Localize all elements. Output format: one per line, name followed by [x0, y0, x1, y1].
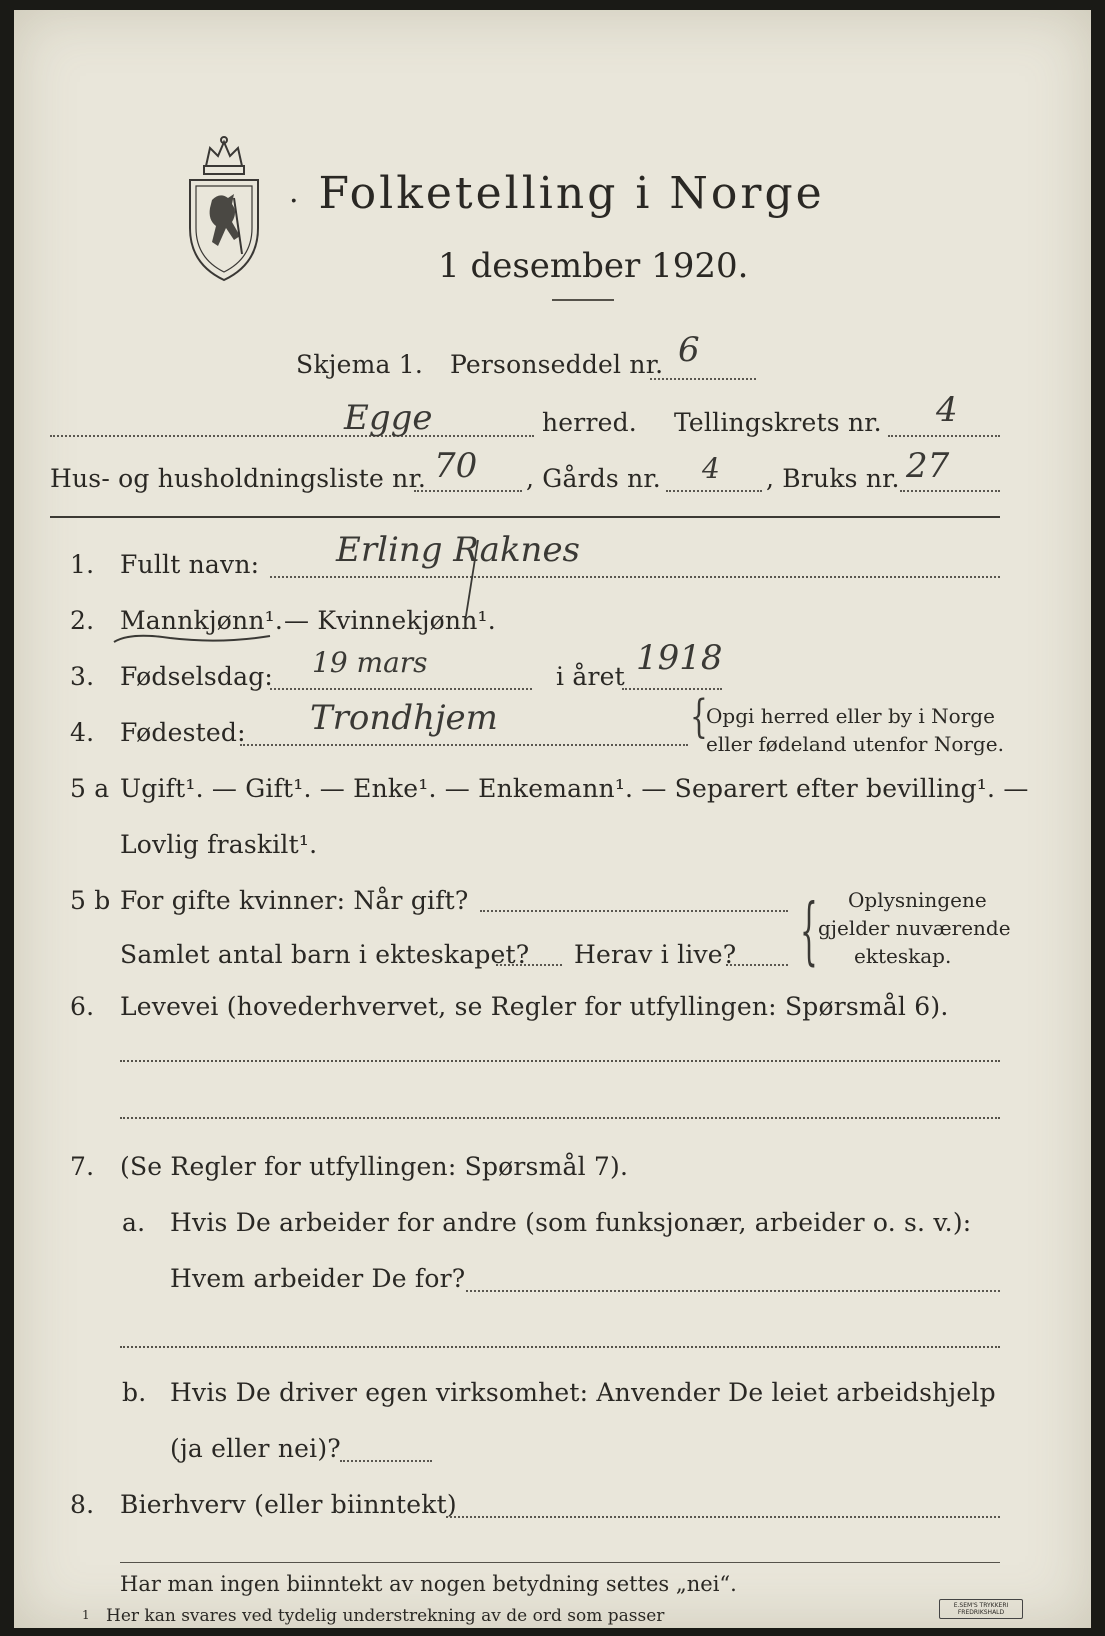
- q5b-alive-label: Herav i live?: [574, 940, 737, 969]
- gards-label: , Gårds nr.: [526, 464, 661, 493]
- q7-number: 7.: [70, 1152, 95, 1181]
- form-date: 1 desember 1920.: [438, 246, 749, 286]
- q6-label: Levevei (hovederhvervet, se Regler for utfyllingen: Spørsmål 6).: [120, 992, 949, 1021]
- q4-label: Fødested:: [120, 718, 246, 747]
- q4-note-line2: eller fødeland utenfor Norge.: [706, 732, 1004, 756]
- q5b-note-line1: Oplysningene: [848, 888, 987, 912]
- husliste-label: Hus- og husholdningsliste nr.: [50, 464, 427, 493]
- q7-label: (Se Regler for utfyllingen: Spørsmål 7).: [120, 1152, 629, 1181]
- pen-stroke-mark: [460, 538, 484, 618]
- gards-value[interactable]: 4: [702, 452, 720, 485]
- tellingskrets-label: Tellingskrets nr.: [674, 408, 882, 437]
- personseddel-value[interactable]: 6: [678, 330, 700, 370]
- form-title: Folketelling i Norge: [318, 168, 825, 219]
- q1-number: 1.: [70, 550, 95, 579]
- marital-status-options-2[interactable]: Lovlig fraskilt¹.: [120, 830, 318, 859]
- q7a-text: Hvis De arbeider for andre (som funksjonær, arbeider o. s. v.):: [170, 1208, 972, 1237]
- bruks-value[interactable]: 27: [906, 446, 950, 486]
- q5a-number: 5 a: [70, 774, 110, 803]
- q3-label: Fødselsdag:: [120, 662, 274, 691]
- q8-number: 8.: [70, 1490, 95, 1519]
- q6-number: 6.: [70, 992, 95, 1021]
- printer-stamp: E.SEM'S TRYKKERI FREDRIKSHALD: [939, 1599, 1023, 1619]
- q3-number: 3.: [70, 662, 95, 691]
- q7a-employer-label: Hvem arbeider De for?: [170, 1264, 466, 1293]
- birthplace-value[interactable]: Trondhjem: [310, 698, 498, 738]
- male-underline-mark: [110, 622, 280, 646]
- q4-number: 4.: [70, 718, 95, 747]
- norway-coat-of-arms-icon: [176, 136, 272, 286]
- skjema-label: Skjema 1.: [296, 350, 424, 379]
- q3-year-label: i året: [556, 662, 625, 691]
- q2-number: 2.: [70, 606, 95, 635]
- q7a-letter: a.: [122, 1208, 146, 1237]
- q5b-number: 5 b: [70, 886, 111, 915]
- q4-note-line1: Opgi herred eller by i Norge: [706, 704, 995, 728]
- personseddel-label: Personseddel nr.: [450, 350, 664, 379]
- q5b-children-label: Samlet antal barn i ekteskapet?: [120, 940, 530, 969]
- husliste-value[interactable]: 70: [434, 446, 478, 486]
- footer-note: Har man ingen biinntekt av nogen betydning settes „nei“.: [120, 1572, 737, 1596]
- herred-label: herred.: [542, 408, 637, 437]
- tellingskrets-value[interactable]: 4: [936, 390, 958, 430]
- q1-label: Fullt navn:: [120, 550, 260, 579]
- q5b-note-line2: gjelder nuværende: [818, 916, 1011, 940]
- full-name-value[interactable]: Erling Raknes: [336, 530, 581, 570]
- q5b-note-line3: ekteskap.: [854, 944, 952, 968]
- footnote-mark: 1: [82, 1608, 90, 1622]
- q7b-text: Hvis De driver egen virksomhet: Anvender De leiet arbeidshjelp: [170, 1378, 996, 1407]
- marital-status-options[interactable]: Ugift¹. — Gift¹. — Enke¹. — Enkemann¹. — Separert efter bevilling¹. —: [120, 774, 1029, 803]
- birth-year-value[interactable]: 1918: [636, 638, 723, 678]
- female-option[interactable]: — Kvinnekjønn¹.: [284, 606, 496, 635]
- q7b-letter: b.: [122, 1378, 147, 1407]
- q7b-yesno-label: (ja eller nei)?: [170, 1434, 341, 1463]
- birthdate-value[interactable]: 19 mars: [312, 646, 428, 679]
- herred-value[interactable]: Egge: [344, 398, 433, 438]
- footnote-text: Her kan svares ved tydelig understrekning av de ord som passer: [106, 1606, 665, 1626]
- q8-label: Bierhverv (eller biinntekt): [120, 1490, 457, 1519]
- q5b-label: For gifte kvinner: Når gift?: [120, 886, 469, 915]
- bruks-label: , Bruks nr.: [766, 464, 900, 493]
- census-form-page: . Folketelling i Norge 1 desember 1920. Skjema 1. Personseddel nr. 6 Egge herred. Tellingskrets nr. 4 Hus- og husholdningsliste nr. 70 , Gårds nr. 4 , Bruks nr. 27 1. Fullt navn: Erling Raknes 2. Mannkjønn¹. — Kvinnekjønn¹. 3. Fødselsdag: 19 mars i året 1918 4. Fødested: Trondhjem { Opgi herred eller by i Norge eller fødeland utenfor Norge. 5 a Ugift¹. — Gift¹. — Enke¹. — Enkemann¹. — Separert efter bevilling¹. — Lovlig fraskilt¹. 5 b For gifte kvinner: Når gift? Samlet antal barn i ekteskapet? Herav i live? { Oplysningene gjelder nuværende ekteskap. 6. Levevei (hovederhvervet, se Regler for utfyllingen: Spørsmål 6). 7. (Se Regler for utfyllingen: Spørsmål 7). a. Hvis De arbeider for andre (som funksjonær, arbeider o. s. v.): Hvem arbeider De for? b. Hvis De driver egen virksomhet: Anvender De leiet arbeidshjelp (ja eller nei)? 8. Bierhverv (eller biinntekt) Har man ingen biinntekt av nogen betydning settes „nei“. 1 Her kan svares ved tydelig understrekning av de ord som passer E.SEM'S TRYKKERI FREDRIKSHALD: [14, 10, 1091, 1628]
- male-option[interactable]: Mannkjønn¹.: [120, 606, 284, 635]
